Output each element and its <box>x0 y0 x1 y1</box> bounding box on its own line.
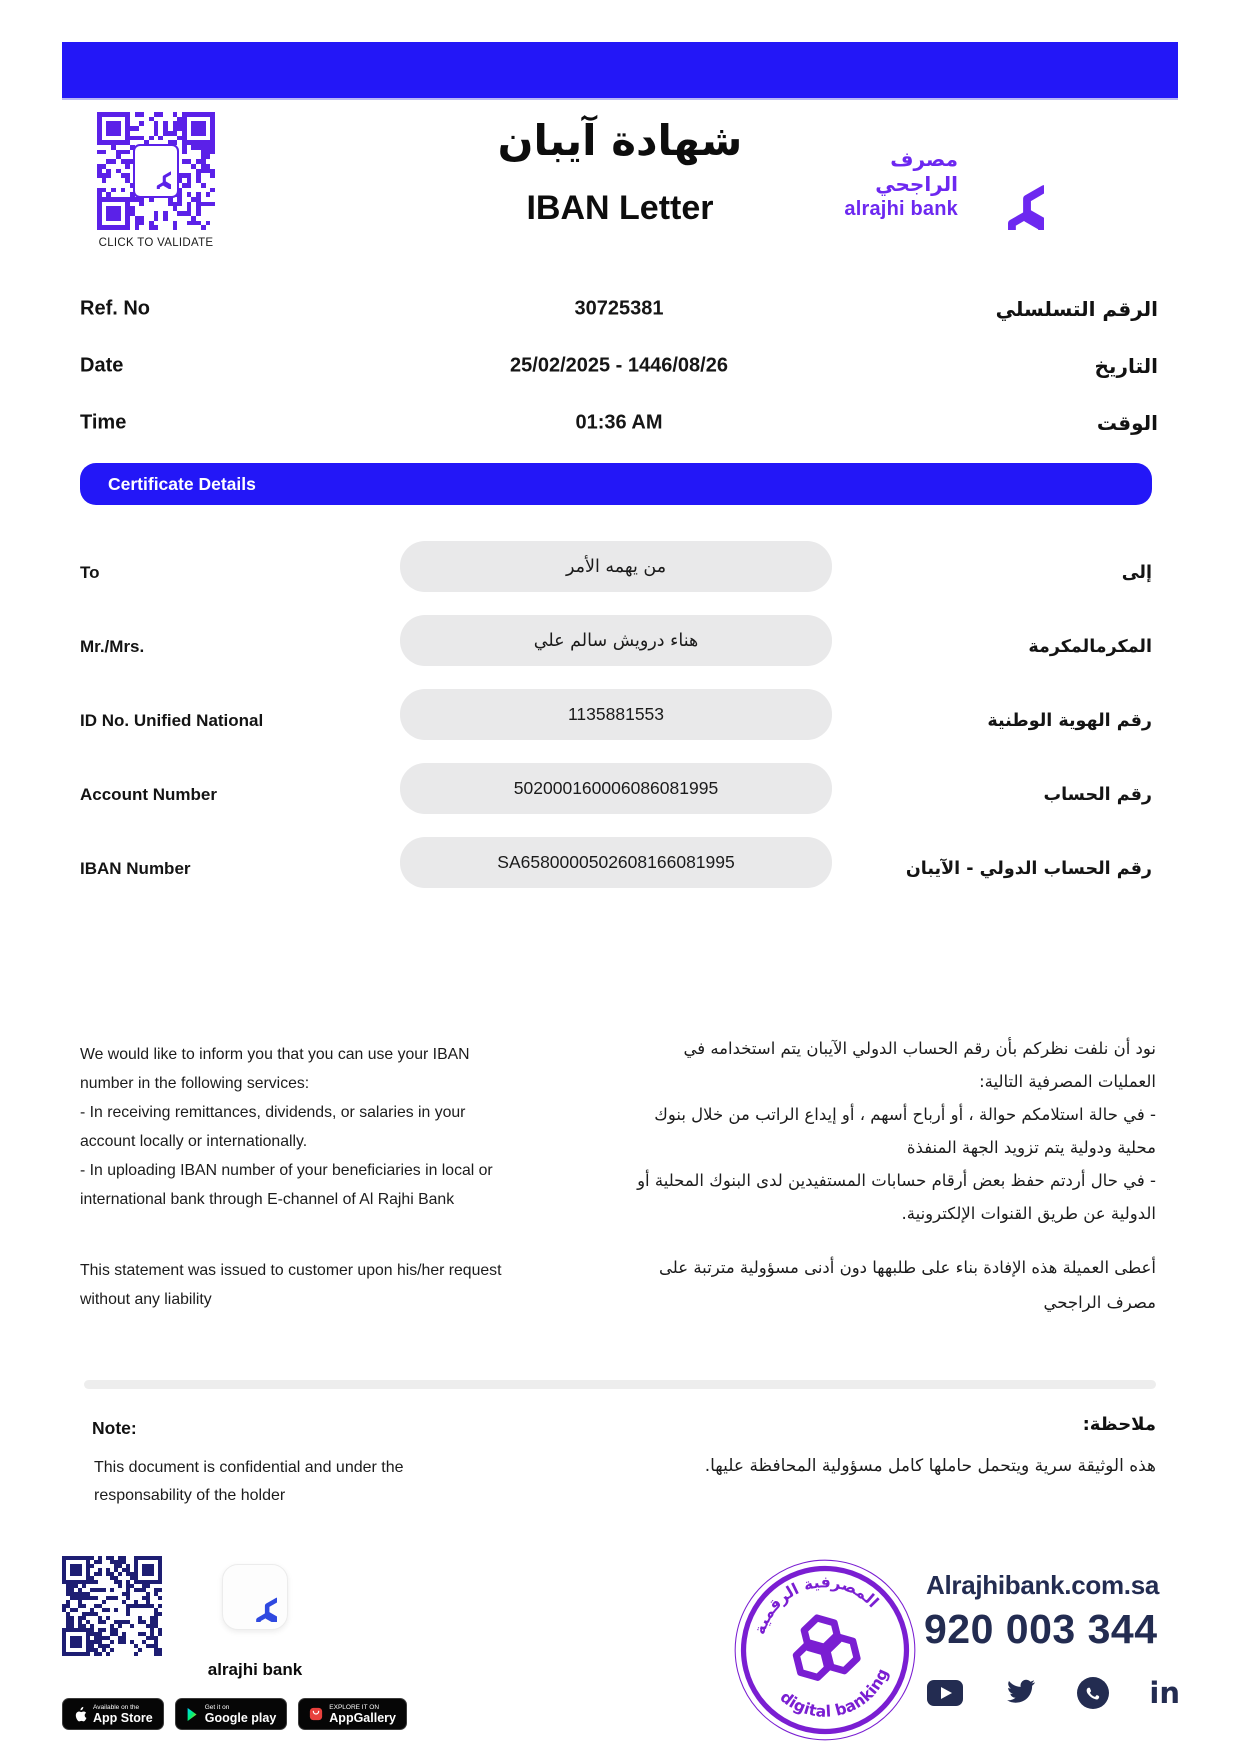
ar-point-1: - في حالة استلامكم حوالة ، أو أرباح أسهم ، أو إيداع الراتب من خلال بنوك محلية ودولية يتم تزويد الجهة المنفذة <box>654 1105 1156 1157</box>
arabic-statement: أعطى العميلة هذه الإفادة بناء على طلبهها دون أدنى مسؤولية مترتبة على مصرف الراجحي <box>659 1258 1156 1312</box>
en-point-2: - In uploading IBAN number of your beneficiaries in local or international bank through E-channel of Al Rajhi Bank <box>80 1162 493 1208</box>
appstore-badge[interactable] <box>62 1698 164 1730</box>
note-label-ar: ملاحظة: <box>1082 1414 1156 1435</box>
googleplay-badge[interactable] <box>175 1698 288 1730</box>
title-arabic: شهادة آيبان <box>497 116 743 165</box>
time-value: 01:36 AM <box>575 411 663 433</box>
iban-label-ar: رقم الحساب الدولي - الآيبان <box>905 859 1152 879</box>
account-row <box>80 758 1152 832</box>
en-intro: We would like to inform you that you can use your IBAN number in the following services: <box>80 1046 470 1092</box>
appgallery-badge-bottom-text: AppGallery <box>329 1710 396 1725</box>
iban-value-pill: SA6580000502608166081995 <box>400 837 832 888</box>
alrajhi-logo-icon <box>968 138 1044 230</box>
youtube-icon[interactable] <box>926 1679 964 1707</box>
alrajhi-app-icon <box>222 1564 288 1630</box>
account-value-pill: 502000160006086081995 <box>400 763 832 814</box>
ref-no-label-ar: الرقم التسلسلي <box>995 296 1158 321</box>
account-label-en: Account Number <box>80 785 217 804</box>
ar-intro: نود أن نلفت نظركم بأن رقم الحساب الدولي الآيبان يتم استخدامه في العمليات المصرفية التالية: <box>683 1039 1156 1091</box>
id-label-en: ID No. Unified National <box>80 711 264 730</box>
time-row <box>80 394 1158 451</box>
digital-banking-seal <box>731 1556 919 1744</box>
to-row <box>80 536 1152 610</box>
apple-icon <box>73 1706 87 1723</box>
section-divider <box>84 1380 1156 1389</box>
website-url: Alrajhibank.com.sa <box>926 1570 1160 1600</box>
appstore-badge-bottom-text: App Store <box>93 1710 153 1725</box>
id-value-pill: 1135881553 <box>400 689 832 740</box>
to-value-pill: من يهمه الأمر <box>400 541 832 592</box>
logo-text-arabic: مصرف الراجحي <box>875 146 958 196</box>
name-row <box>80 610 1152 684</box>
ref-no-label-en: Ref. No <box>80 297 150 319</box>
name-label-ar: المكرمالمكرمة <box>1028 637 1152 657</box>
ref-no-row <box>80 280 1158 337</box>
validation-qr-block[interactable] <box>86 112 226 249</box>
note-text-ar: هذه الوثيقة سرية ويتحمل حاملها كامل مسؤولية المحافظة عليها. <box>704 1456 1156 1476</box>
english-statement: This statement was issued to customer upon his/her request without any liability <box>80 1262 502 1308</box>
googleplay-badge-top-text: Get it on <box>204 1703 230 1711</box>
note-text-en: This document is confidential and under the responsability of the holder <box>94 1459 404 1504</box>
meta-section <box>80 280 1158 451</box>
name-value-pill: هناء درويش سالم علي <box>400 615 832 666</box>
header-banner <box>62 42 1178 100</box>
date-row <box>80 337 1158 394</box>
phone-number: 920 003 344 <box>924 1606 1158 1652</box>
ref-no-value: 30725381 <box>574 297 664 319</box>
googleplay-badge-bottom-text: Google play <box>204 1710 277 1725</box>
iban-row <box>80 832 1152 906</box>
googleplay-icon <box>186 1707 199 1722</box>
date-label-en: Date <box>80 354 124 376</box>
appgallery-badge[interactable] <box>298 1698 407 1730</box>
id-row <box>80 684 1152 758</box>
qr-caption: CLICK TO VALIDATE <box>98 237 214 249</box>
note-label-en: Note: <box>92 1418 137 1438</box>
date-label-ar: التاريخ <box>1094 353 1158 378</box>
appstore-badge-top-text: Available on the <box>93 1703 140 1711</box>
whatsapp-icon[interactable] <box>1076 1676 1110 1710</box>
to-label-ar: إلى <box>1121 563 1152 583</box>
time-label-ar: الوقت <box>1096 410 1158 435</box>
alrajhi-logo <box>812 136 1044 232</box>
appgallery-icon <box>309 1707 323 1721</box>
validation-qr-code[interactable] <box>97 112 215 230</box>
app-download-qr-code[interactable] <box>62 1556 162 1656</box>
iban-label-en: IBAN Number <box>80 859 191 878</box>
time-label-en: Time <box>80 411 127 433</box>
certificate-details-header <box>80 463 1152 505</box>
name-label-en: Mr./Mrs. <box>80 637 145 656</box>
logo-text-english: alrajhi bank <box>844 197 958 220</box>
date-value: 25/02/2025 - 1446/08/26 <box>510 354 728 376</box>
twitter-icon[interactable] <box>1003 1678 1037 1708</box>
seal-text-arabic: المصرفية الرقمية <box>749 1572 883 1637</box>
ar-point-2: - في حال أردتم حفظ بعض أرقام حسابات المستفيدين لدى البنوك المحلية أو الدولية عن طريق القنوات الإلكترونية. <box>637 1171 1156 1223</box>
account-label-ar: رقم الحساب <box>1043 785 1152 805</box>
arabic-info-paragraph <box>622 1032 1156 1230</box>
certificate-details-section <box>80 536 1152 906</box>
qr-center-logo-icon <box>133 144 179 198</box>
seal-text-english: digital banking <box>776 1665 893 1721</box>
social-icons <box>926 1676 1180 1710</box>
footer-brand-name: alrajhi bank <box>207 1660 303 1679</box>
title-english: IBAN Letter <box>526 189 714 227</box>
to-label-en: To <box>80 563 100 582</box>
en-point-1: - In receiving remittances, dividends, or salaries in your account locally or internationally. <box>80 1104 466 1150</box>
appgallery-badge-top-text: EXPLORE IT ON <box>329 1703 380 1711</box>
linkedin-icon[interactable]: in <box>1149 1675 1180 1710</box>
document-title <box>370 116 870 228</box>
store-badges <box>62 1698 407 1730</box>
certificate-details-title: Certificate Details <box>108 473 256 494</box>
english-info-paragraph <box>80 1040 512 1214</box>
id-label-ar: رقم الهوية الوطنية <box>987 711 1152 731</box>
